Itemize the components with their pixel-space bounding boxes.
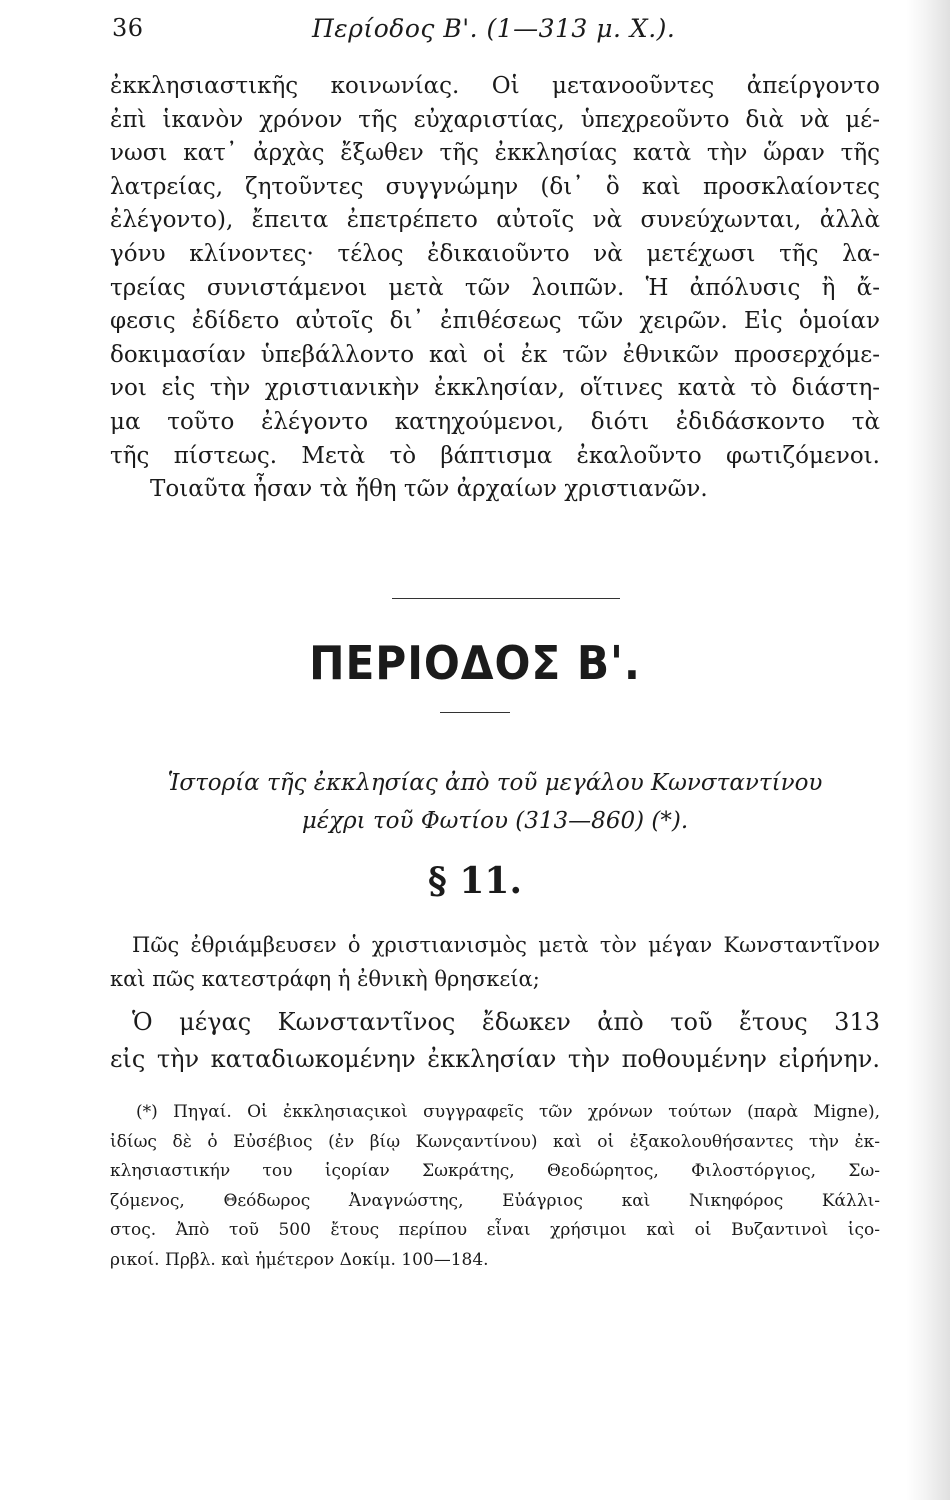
footnote-line: ζόμενος, Θεόδωρος Ἀναγνώστης, Εὐάγριος καὶ Νικηφόρος Κάλλι-	[110, 1190, 880, 1211]
body-line: ἐπὶ ἱκανὸν χρόνον τῆς εὐχαριστίας, ὑπεχρεοῦντο διὰ νὰ μέ-	[110, 106, 880, 133]
page-header	[112, 14, 882, 50]
section-answer	[110, 1004, 880, 1078]
body-line: ἐκκλησιαστικῆς κοινωνίας. Οἱ μετανοοῦντες ἀπείργοντο	[110, 73, 880, 99]
running-title: Περίοδος Β'. (1—313 μ. Χ.).	[312, 14, 676, 43]
body-line: ἐλέγοντο), ἔπειτα ἐπετρέπετο αὐτοῖς νὰ συνεύχωνται, ἀλλὰ	[110, 207, 880, 234]
body-line: λατρείας, ζητοῦντες συγγνώμην (δι᾽ ὃ καὶ προσκλαίοντες	[110, 173, 880, 200]
question-line: Πῶς ἐθριάμβευσεν ὁ χριστιανισμὸς μετὰ τὸν μέγαν Κωνσταντῖνον	[132, 933, 880, 957]
body-line: γόνυ κλίνοντες· τέλος ἐδικαιοῦντο νὰ μετέχωσι τῆς λα-	[110, 240, 880, 267]
separator-rule-top	[392, 598, 620, 599]
footnote-line: στος. Ἀπὸ τοῦ 500 ἔτους περίπου εἶναι χρήσιμοι καὶ οἱ Βυζαντινοὶ ἱςο-	[110, 1220, 880, 1241]
section-number: § 11.	[428, 860, 522, 902]
footnote-line: κλησιαστικήν του ἱςορίαν Σωκράτης, Θεοδώρητος, Φιλοστόργιος, Σω-	[110, 1161, 880, 1182]
section-question	[110, 928, 880, 996]
answer-line: εἰς τὴν καταδιωκομένην ἐκκλησίαν τὴν ποθουμένην εἰρήνην.	[110, 1045, 880, 1073]
body-paragraph	[110, 70, 880, 507]
period-subtitle-line1: Ἱστορία τῆς ἐκκλησίας ἀπὸ τοῦ μεγάλου Κωνσταντίνου	[167, 770, 823, 796]
body-line: φεσις ἐδίδετο αὐτοῖς δι᾽ ἐπιθέσεως τῶν χειρῶν. Εἰς ὁμοίαν	[110, 308, 880, 335]
footnote-line: ρικοί. Πρβλ. καὶ ἡμέτερον Δοκίμ. 100—184.	[110, 1249, 489, 1270]
body-line: δοκιμασίαν ὑπεβάλλοντο καὶ οἱ ἐκ τῶν ἐθνικῶν προσερχόμε-	[110, 341, 880, 368]
answer-line: Ὁ μέγας Κωνσταντῖνος ἔδωκεν ἀπὸ τοῦ ἔτους 313	[132, 1008, 880, 1036]
body-line: νοι εἰς τὴν χριστιανικὴν ἐκκλησίαν, οἵτινες κατὰ τὸ διάστη-	[110, 375, 880, 402]
period-subtitle-line2: μέχρι τοῦ Φωτίου (313—860) (*).	[301, 808, 689, 834]
page-number: 36	[112, 14, 144, 42]
body-line: Τοιαῦτα ἦσαν τὰ ἤθη τῶν ἀρχαίων χριστιανῶν.	[150, 476, 708, 503]
separator-rule-short	[440, 712, 510, 713]
body-line: τρείας συνιστάμενοι μετὰ τῶν λοιπῶν. Ἡ ἀπόλυσις ἢ ἄ-	[110, 274, 880, 301]
question-line: καὶ πῶς κατεστράφη ἡ ἐθνικὴ θρησκεία;	[110, 967, 540, 991]
footnote	[110, 1098, 880, 1276]
body-line: τῆς πίστεως. Μετὰ τὸ βάπτισμα ἐκαλοῦντο φωτιζόμενοι.	[110, 442, 880, 469]
body-line: νωσι κατ᾽ ἀρχὰς ἔξωθεν τῆς ἐκκλησίας κατὰ τὴν ὥραν τῆς	[110, 140, 880, 167]
period-heading: ΠΕΡΙΟΔΟΣ Β'.	[309, 636, 641, 690]
binding-shadow	[906, 0, 950, 1500]
body-line: μα τοῦτο ἐλέγοντο κατηχούμενοι, διότι ἐδιδάσκοντο τὰ	[110, 408, 880, 435]
footnote-line: ἰδίως δὲ ὁ Εὐσέβιος (ἐν βίῳ Κωνςαντίνου) καὶ οἱ ἐξακολουθήσαντες τὴν ἐκ-	[110, 1131, 880, 1152]
footnote-line: (*) Πηγαί. Οἱ ἐκκλησιαςικοὶ συγγραφεῖς τῶν χρόνων τούτων (παρὰ Migne),	[136, 1102, 880, 1122]
